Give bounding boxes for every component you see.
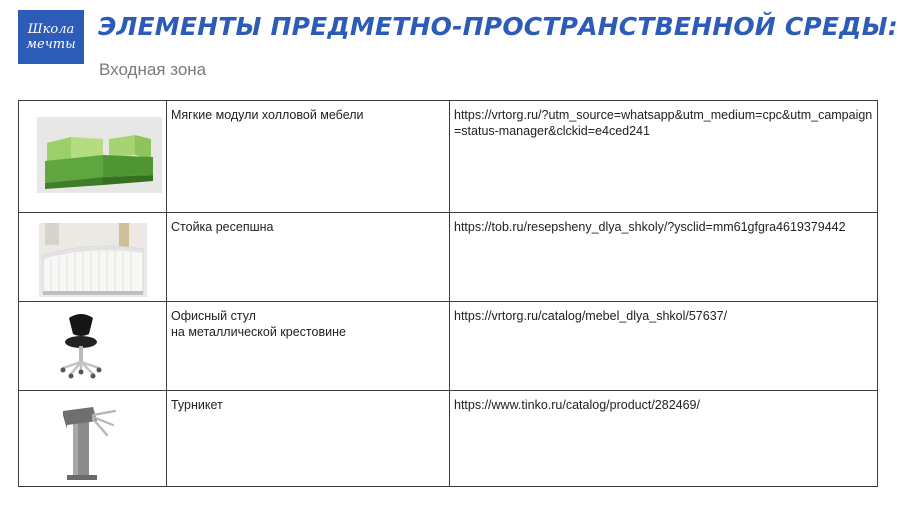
item-name-cell bbox=[167, 302, 450, 391]
image-cell bbox=[19, 213, 167, 302]
image-cell bbox=[19, 302, 167, 391]
turnstile-icon bbox=[23, 397, 162, 482]
item-link[interactable]: https://www.tinko.ru/catalog/product/282469/ bbox=[454, 398, 700, 412]
table-row bbox=[19, 302, 878, 391]
item-name-cell bbox=[167, 391, 450, 487]
item-name: Мягкие модули холловой мебели bbox=[171, 108, 364, 122]
item-link[interactable]: https://vrtorg.ru/?utm_source=whatsapp&utm_medium=cpc&utm_campaign=status-manager&clckid=e4ced241 bbox=[454, 108, 873, 138]
logo-line2: мечты bbox=[26, 37, 76, 52]
table-row bbox=[19, 391, 878, 487]
logo-line1: Школа bbox=[27, 22, 75, 37]
table-row bbox=[19, 101, 878, 213]
item-link[interactable]: https://vrtorg.ru/catalog/mebel_dlya_shkol/57637/ bbox=[454, 309, 728, 323]
item-link[interactable]: https://tob.ru/resepsheny_dlya_shkoly/?ysclid=mm61gfgra4619379442 bbox=[454, 220, 846, 234]
item-name-cell bbox=[167, 213, 450, 302]
furniture-table bbox=[18, 100, 878, 487]
item-link-cell bbox=[450, 391, 878, 487]
page-subtitle: Входная зона bbox=[99, 60, 207, 79]
table-row bbox=[19, 213, 878, 302]
image-cell bbox=[19, 101, 167, 213]
item-name: Офисный стул bbox=[171, 309, 256, 323]
office-chair-icon bbox=[23, 308, 162, 386]
reception-desk-icon bbox=[23, 219, 162, 297]
sofa-icon bbox=[23, 107, 162, 208]
item-name-line2: на металлической крестовине bbox=[171, 325, 346, 339]
item-name: Турникет bbox=[171, 398, 223, 412]
image-cell bbox=[19, 391, 167, 487]
item-name: Стойка ресепшна bbox=[171, 220, 274, 234]
school-logo bbox=[18, 10, 84, 64]
item-name-cell bbox=[167, 101, 450, 213]
item-link-cell bbox=[450, 101, 878, 213]
page-title: ЭЛЕМЕНТЫ ПРЕДМЕТНО-ПРОСТРАНСТВЕННОЙ СРЕДЫ: bbox=[98, 12, 898, 41]
item-link-cell bbox=[450, 302, 878, 391]
item-link-cell bbox=[450, 213, 878, 302]
